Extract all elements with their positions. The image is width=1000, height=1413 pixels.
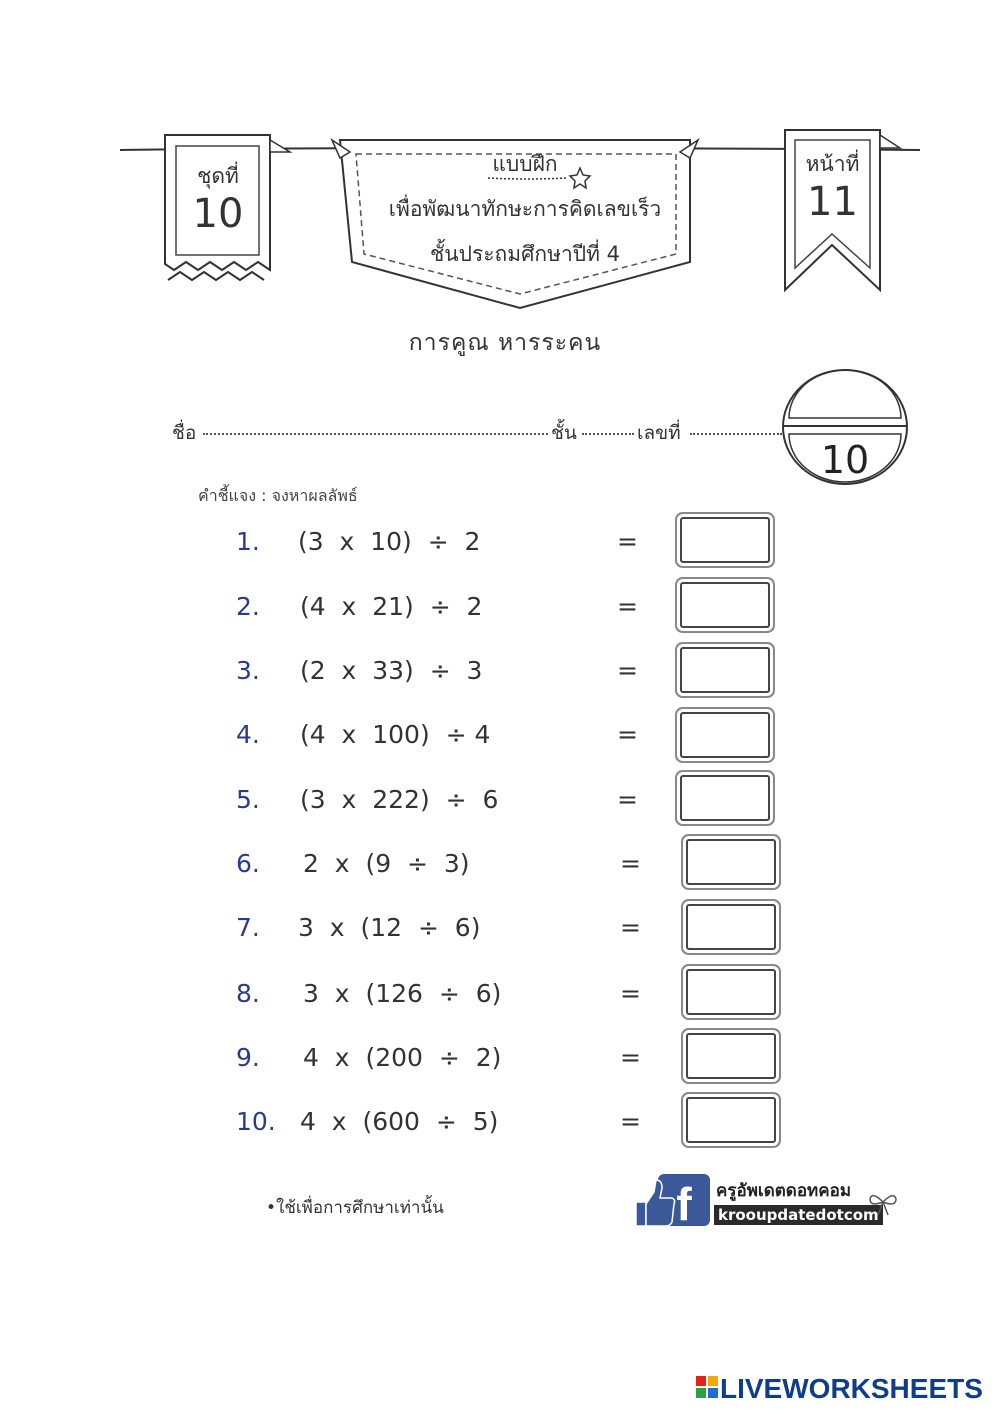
- answer-box[interactable]: [680, 647, 770, 693]
- question-number: 10.: [236, 1107, 276, 1136]
- answer-box[interactable]: [686, 969, 776, 1015]
- answer-box[interactable]: [680, 775, 770, 821]
- ribbon-bow-icon: [866, 1185, 900, 1219]
- question-number: 8.: [236, 979, 260, 1008]
- question-number: 5.: [236, 785, 260, 814]
- brand-name-thai: ครูอัพเดตดอทคอม: [716, 1181, 852, 1201]
- equals-sign: =: [617, 720, 638, 749]
- answer-box[interactable]: [686, 1097, 776, 1143]
- set-number: 10: [192, 191, 244, 237]
- answer-box[interactable]: [680, 517, 770, 563]
- banner-line-3: ชั้นประถมศึกษาปีที่ 4: [430, 242, 620, 266]
- instructions: คำชี้แจง : จงหาผลลัพธ์: [198, 486, 358, 505]
- page-number: 11: [807, 179, 858, 225]
- set-caption: ชุดที่: [197, 164, 239, 188]
- svg-text:f: f: [676, 1178, 692, 1228]
- topic-title: การคูณ หารระคน: [408, 330, 602, 356]
- question-number: 4.: [236, 720, 260, 749]
- student-number-field[interactable]: [690, 433, 782, 435]
- equals-sign: =: [617, 656, 638, 685]
- question-expression: 4 x (200 ÷ 2): [303, 1043, 502, 1072]
- question-expression: 3 x (126 ÷ 6): [303, 979, 502, 1008]
- equals-sign: =: [617, 527, 638, 556]
- answer-box[interactable]: [686, 904, 776, 950]
- question-expression: 2 x (9 ÷ 3): [303, 849, 470, 878]
- answer-box[interactable]: [680, 712, 770, 758]
- banner-line-2: เพื่อพัฒนาทักษะการคิดเลขเร็ว: [388, 197, 662, 221]
- question-number: 1.: [236, 527, 260, 556]
- score-input[interactable]: [800, 380, 890, 416]
- name-label: ชื่อ: [172, 422, 197, 444]
- equals-sign: =: [620, 913, 641, 942]
- page-number-label: [795, 148, 870, 223]
- question-expression: (2 x 33) ÷ 3: [300, 656, 483, 685]
- equals-sign: =: [620, 979, 641, 1008]
- name-field[interactable]: [203, 433, 548, 435]
- question-number: 3.: [236, 656, 260, 685]
- answer-box[interactable]: [686, 839, 776, 885]
- question-number: 9.: [236, 1043, 260, 1072]
- class-label: ชั้น: [551, 422, 577, 444]
- banner-line-1: แบบฝึก: [492, 152, 558, 176]
- answer-box[interactable]: [680, 582, 770, 628]
- question-number: 7.: [236, 913, 260, 942]
- question-expression: 4 x (600 ÷ 5): [300, 1107, 499, 1136]
- question-expression: 3 x (12 ÷ 6): [298, 913, 481, 942]
- question-expression: (4 x 21) ÷ 2: [300, 592, 483, 621]
- equals-sign: =: [620, 1107, 641, 1136]
- equals-sign: =: [617, 592, 638, 621]
- answer-box[interactable]: [686, 1033, 776, 1079]
- score-total: 10: [820, 438, 870, 482]
- number-label: เลขที่: [637, 422, 681, 444]
- question-expression: (3 x 222) ÷ 6: [300, 785, 499, 814]
- equals-sign: =: [617, 785, 638, 814]
- liveworksheets-logo-icon: [696, 1376, 718, 1398]
- question-number: 6.: [236, 849, 260, 878]
- question-expression: (4 x 100) ÷ 4: [300, 720, 491, 749]
- question-expression: (3 x 10) ÷ 2: [298, 527, 481, 556]
- usage-note: •ใช้เพื่อการศึกษาเท่านั้น: [266, 1198, 444, 1218]
- question-number: 2.: [236, 592, 260, 621]
- set-number-label: [176, 160, 260, 235]
- equals-sign: =: [620, 1043, 641, 1072]
- page-caption: หน้าที่: [805, 152, 860, 176]
- brand-name-english: krooupdatedotcom: [714, 1205, 883, 1225]
- facebook-thumbs-up-logo: [632, 1172, 712, 1228]
- liveworksheets-watermark: LIVEWORKSHEETS: [720, 1373, 983, 1404]
- equals-sign: =: [620, 849, 641, 878]
- class-field[interactable]: [582, 433, 634, 435]
